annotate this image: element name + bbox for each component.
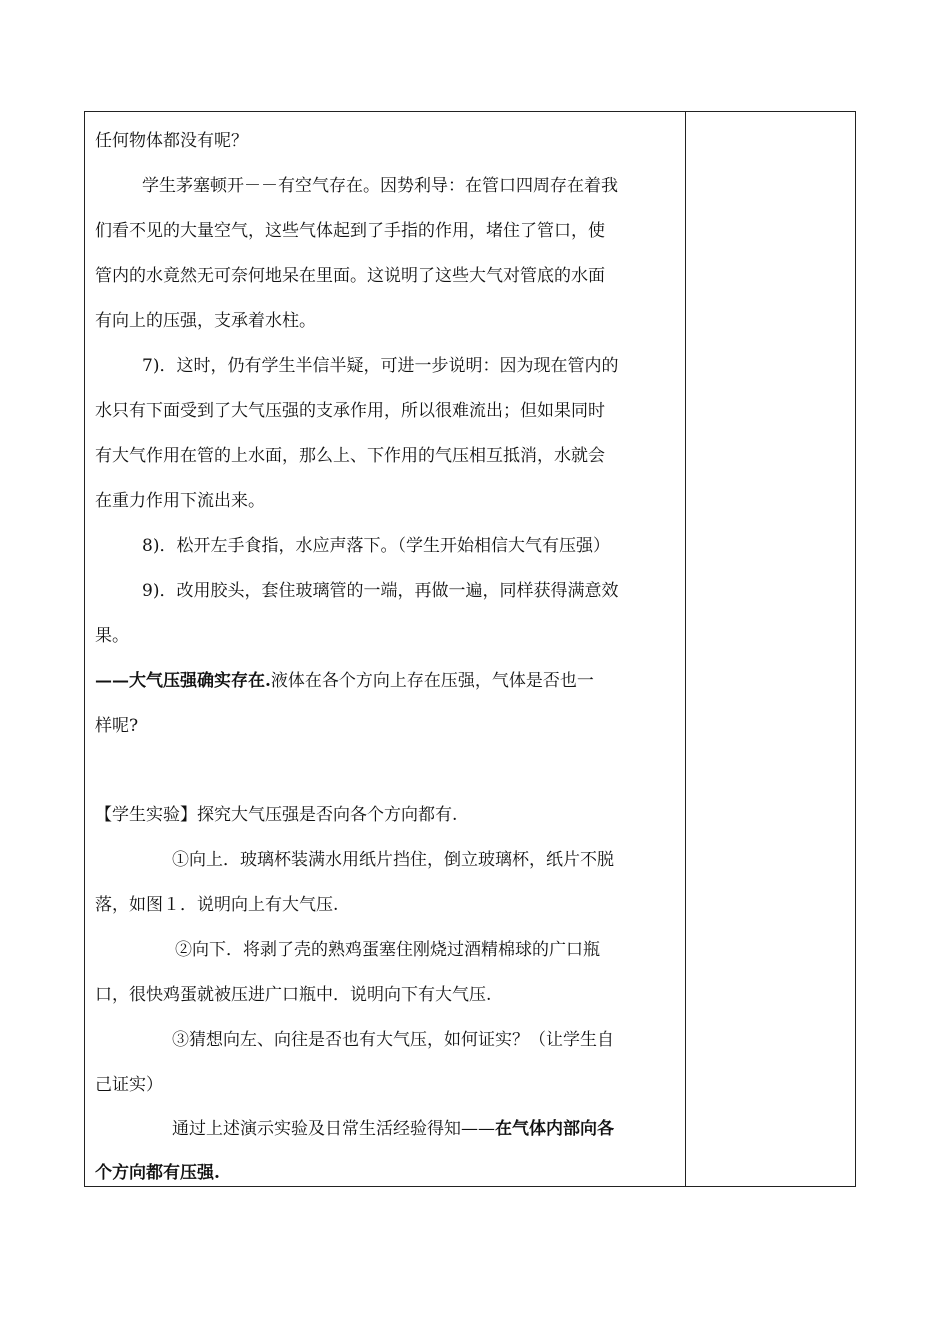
text-line: ——大气压强确实存在.液体在各个方向上存在压强，气体是否也一 [95,671,594,691]
text-line [95,1162,220,1184]
text-line: ③猜想向左、向往是否也有大气压，如何证实？（让学生自 [172,1030,614,1050]
text-line: 【学生实验】探究大气压强是否向各个方向都有. [95,805,458,825]
text-line: 己证实） [95,1075,163,1095]
text-line: 任何物体都没有呢？ [95,131,248,151]
text-line: 通过上述演示实验及日常生活经验得知——在气体内部向各 [172,1119,614,1139]
bold-phrase: 在气体内部向各 [495,1119,614,1139]
text-line: 在重力作用下流出来。 [95,491,265,511]
text-line: 8)．松开左手食指，水应声落下。（学生开始相信大气有压强） [142,536,610,556]
bold-phrase: ——大气压强确实存在. [95,671,271,691]
lesson-table [84,111,856,1187]
text-line: ①向上．玻璃杯装满水用纸片挡住，倒立玻璃杯，纸片不脱 [172,850,614,870]
text-line: ②向下．将剥了壳的熟鸡蛋塞住刚烧过酒精棉球的广口瓶 [175,940,600,960]
text-line: 9)．改用胶头，套住玻璃管的一端，再做一遍，同样获得满意效 [142,581,619,601]
text-line: 水只有下面受到了大气压强的支承作用，所以很难流出；但如果同时 [95,401,605,421]
text-line: 有向上的压强，支承着水柱。 [95,311,316,331]
column-divider [685,112,686,1186]
text-line: 们看不见的大量空气，这些气体起到了手指的作用，堵住了管口，使 [95,221,605,241]
text-line: 学生茅塞顿开－－有空气存在。因势利导：在管口四周存在着我 [142,176,618,196]
text-line: 口，很快鸡蛋就被压进广口瓶中．说明向下有大气压. [95,985,492,1005]
text-line: 果。 [95,626,129,646]
text-line: 样呢? [95,716,139,736]
bold-phrase: 个方向都有压强. [95,1163,220,1183]
text-line: 管内的水竟然无可奈何地呆在里面。这说明了这些大气对管底的水面 [95,266,605,286]
text-line: 落，如图１．说明向上有大气压. [95,895,339,915]
text-line: 7)．这时，仍有学生半信半疑，可进一步说明：因为现在管内的 [142,356,619,376]
text-line: 有大气作用在管的上水面，那么上、下作用的气压相互抵消，水就会 [95,446,605,466]
